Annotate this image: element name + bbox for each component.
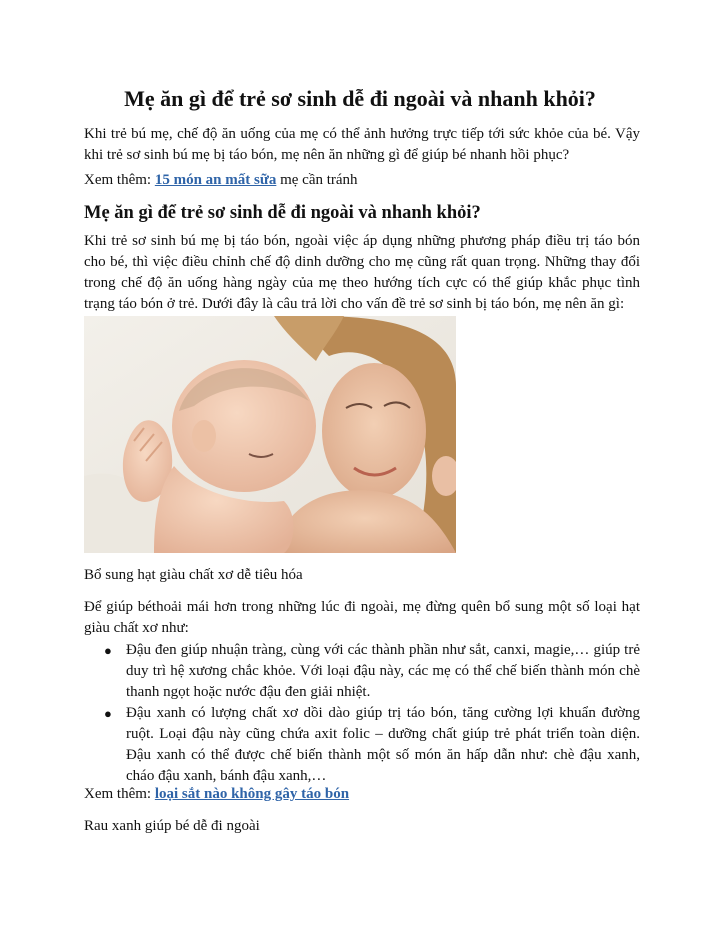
see-also-1 bbox=[84, 170, 640, 191]
list-item bbox=[84, 640, 640, 703]
section-heading: Mẹ ăn gì để trẻ sơ sinh dễ đi ngoài và nhanh khỏi? bbox=[84, 203, 481, 223]
bullet-list bbox=[84, 640, 640, 787]
see-also-2-link[interactable]: loại sắt nào không gây táo bón bbox=[154, 786, 350, 802]
bullet-icon: ● bbox=[104, 706, 112, 721]
list-item bbox=[84, 703, 640, 787]
mother-baby-illustration bbox=[84, 316, 456, 553]
fiber-paragraph: Để giúp béthoải mái hơn trong những lúc đi ngoài, mẹ đừng quên bổ sung một số loại hạt giàu chất xơ như: bbox=[84, 599, 640, 636]
intro-paragraph: Khi trẻ bú mẹ, chế độ ăn uống của mẹ có thể ảnh hưởng trực tiếp tới sức khỏe của bé. Vậy khi trẻ sơ sinh bú mẹ bị táo bón, mẹ nên ăn những gì để giúp bé nhanh hồi phục? bbox=[84, 126, 640, 163]
see-also-1-suffix: mẹ cần tránh bbox=[276, 172, 358, 188]
mother-baby-photo bbox=[84, 316, 456, 553]
list-item-text: Đậu xanh có lượng chất xơ dồi dào giúp trị táo bón, tăng cường lợi khuẩn đường ruột. Loại đậu này cũng chứa axit folic – dưỡng chất giúp trẻ phát triển toàn diện. Đậu xanh có thể được chế biến thành một số món ăn hấp dẫn như: chè đậu xanh, cháo đậu xanh, bánh đậu xanh,… bbox=[126, 705, 640, 784]
list-item-text: Đậu đen giúp nhuận tràng, cùng với các thành phần như sắt, canxi, magie,… giúp trẻ duy trì hệ xương chắc khỏe. Với loại đậu này, các mẹ có thể chế biến thành món chè thanh ngọt hoặc nước đậu đen giải nhiệt. bbox=[126, 642, 640, 700]
see-also-2 bbox=[84, 784, 640, 805]
see-also-1-link[interactable]: 15 món an mất sữa bbox=[154, 172, 277, 188]
bullet-icon: ● bbox=[104, 643, 112, 658]
see-also-2-prefix: Xem thêm: bbox=[84, 786, 155, 802]
see-also-1-prefix: Xem thêm: bbox=[84, 172, 155, 188]
section-paragraph: Khi trẻ sơ sinh bú mẹ bị táo bón, ngoài việc áp dụng những phương pháp điều trị táo bón cho bé, thì việc điều chỉnh chế độ dinh dưỡng cho mẹ cũng rất quan trọng. Những thay đổi trong chế độ ăn uống hàng ngày của mẹ theo hướng tích cực có thể giúp khắc phục tình trạng táo bón ở trẻ. Dưới đây là câu trả lời cho vấn đề trẻ sơ sinh bị táo bón, mẹ nên ăn gì: bbox=[84, 233, 640, 312]
subheading-vegetables: Rau xanh giúp bé dễ đi ngoài bbox=[84, 818, 260, 834]
page-title: Mẹ ăn gì để trẻ sơ sinh dễ đi ngoài và nhanh khỏi? bbox=[124, 86, 596, 111]
subheading-fiber-seeds: Bổ sung hạt giàu chất xơ dễ tiêu hóa bbox=[84, 567, 303, 583]
